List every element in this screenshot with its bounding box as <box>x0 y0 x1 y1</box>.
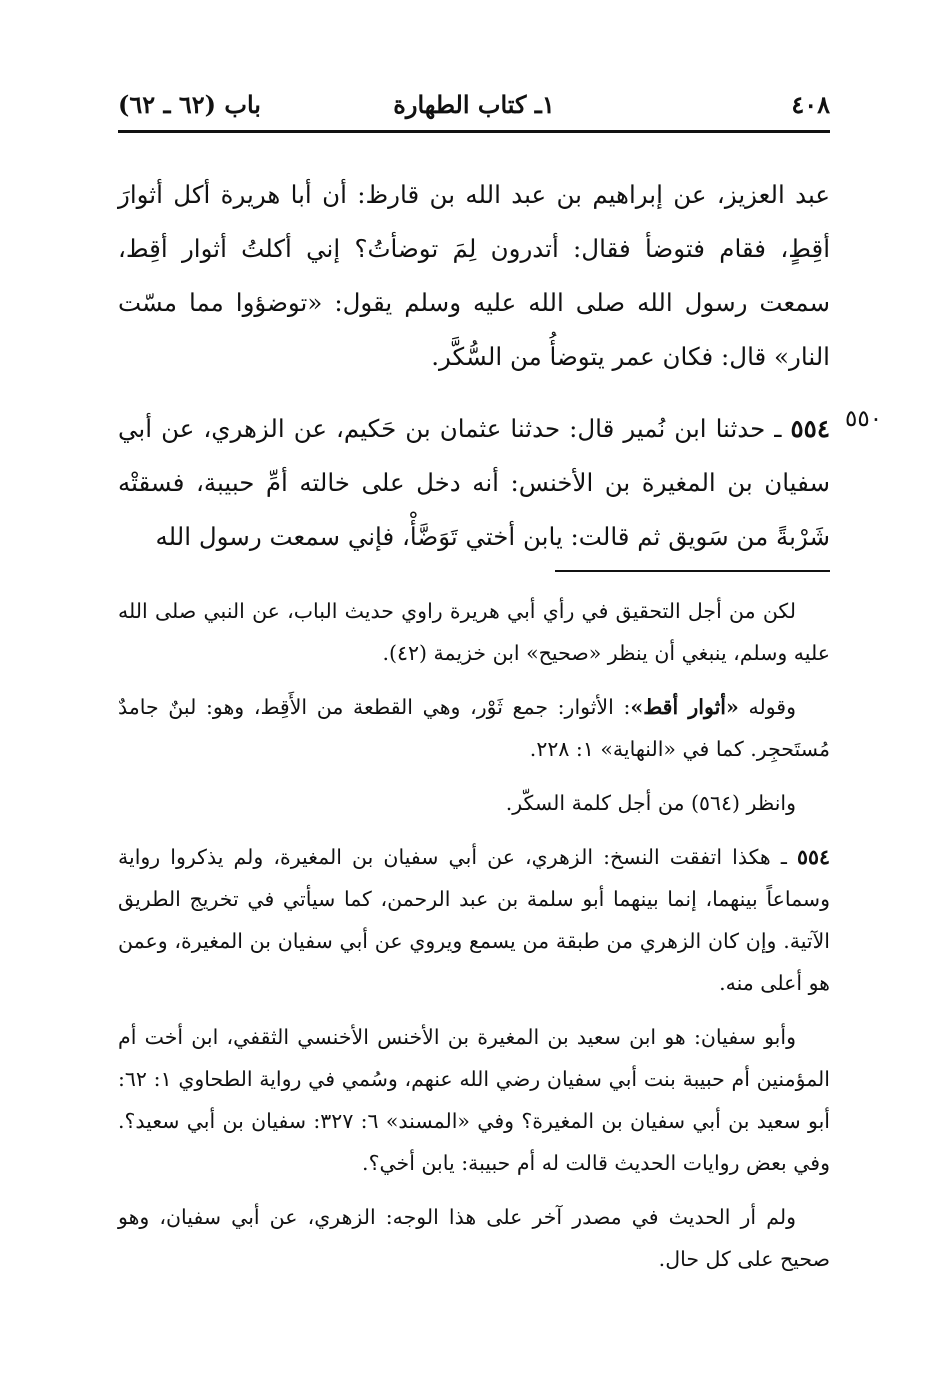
footnote-4 <box>118 836 830 1004</box>
footnote-2 <box>118 686 830 770</box>
footnote-divider <box>555 570 830 572</box>
hadith-continuation: عبد العزيز، عن إبراهيم بن عبد الله بن قارظ: أن أبا هريرة أكل أثوارَ أقِطٍ، فقام فتوضأ فقال: أتدرون لِمَ توضأتُ؟ إني أكلتُ أثوار أقِط، سمعت رسول الله صلى الله عليه وسلم يقول: «توضؤوا مما مسّت النار» قال: فكان عمر يتوضأُ من السُّكَّر. <box>118 180 830 371</box>
footnote-2-rest: : الأثوار: جمع ثَوْر، وهي القطعة من الأَقِط، وهو: لبنٌ جامدٌ مُستَحجِر. كما في «النهاية» ١: ٢٢٨. <box>118 695 830 761</box>
chapter-label: باب (٦٢ ـ ٦٢) <box>118 90 261 119</box>
footnote-4-number: ٥٥٤ <box>796 845 830 869</box>
page-header <box>118 86 830 133</box>
main-text <box>118 168 830 564</box>
page-number: ٤٠٨ <box>791 90 830 119</box>
footnote-4-text: ـ هكذا اتفقت النسخ: الزهري، عن أبي سفيان بن المغيرة، ولم يذكروا رواية وسماعاً بينهما، إنما بينهما أبو سلمة بن عبد الرحمن، كما سيأتي في تخريج الطريق الآتية. وإن كان الزهري من طبقة من يسمع ويروي عن أبي سفيان بن المغيرة، وعمن هو أعلى منه. <box>118 845 830 995</box>
footnote-2-prefix: وقوله <box>738 695 796 719</box>
book-title: ١ـ كتاب الطهارة <box>393 90 555 119</box>
footnote-2-term: «أثوار أقط» <box>630 695 739 719</box>
footnote-5: وأبو سفيان: هو ابن سعيد بن المغيرة بن الأخنس الأخنسي الثقفي، ابن أخت أم المؤمنين أم حبيبة بنت أبي سفيان رضي الله عنهم، وسُمي في رواية الطحاوي ١: ٦٢: أبو سعيد بن أبي سفيان بن المغيرة؟ وفي «المسند» ٦: ٣٢٧: سفيان بن أبي سعيد؟. وفي بعض روايات الحديث قالت له أم حبيبة: يابن أخي؟. <box>118 1025 830 1175</box>
footnotes <box>118 590 830 1292</box>
hadith-number: ٥٥٤ <box>790 414 830 443</box>
margin-number: ٥٥٠ <box>845 406 883 432</box>
hadith-text: ـ حدثنا ابن نُمير قال: حدثنا عثمان بن حَكيم، عن الزهري، عن أبي سفيان بن المغيرة بن الأخنس: أنه دخل على خالته أمِّ حبيبة، فسقتْه شَرْبةً من سَويق ثم قالت: يابن أختي تَوَضَّأْ، فإني سمعت رسول الله <box>118 414 830 551</box>
footnote-3: وانظر (٥٦٤) من أجل كلمة السكّر. <box>505 791 796 815</box>
footnote-1: لكن من أجل التحقيق في رأي أبي هريرة راوي حديث الباب، عن النبي صلى الله عليه وسلم، ينبغي أن ينظر «صحيح» ابن خزيمة (٤٢). <box>118 599 830 665</box>
hadith-554 <box>118 402 830 564</box>
footnote-6: ولم أر الحديث في مصدر آخر على هذا الوجه: الزهري، عن أبي سفيان، وهو صحيح على كل حال. <box>118 1205 830 1271</box>
